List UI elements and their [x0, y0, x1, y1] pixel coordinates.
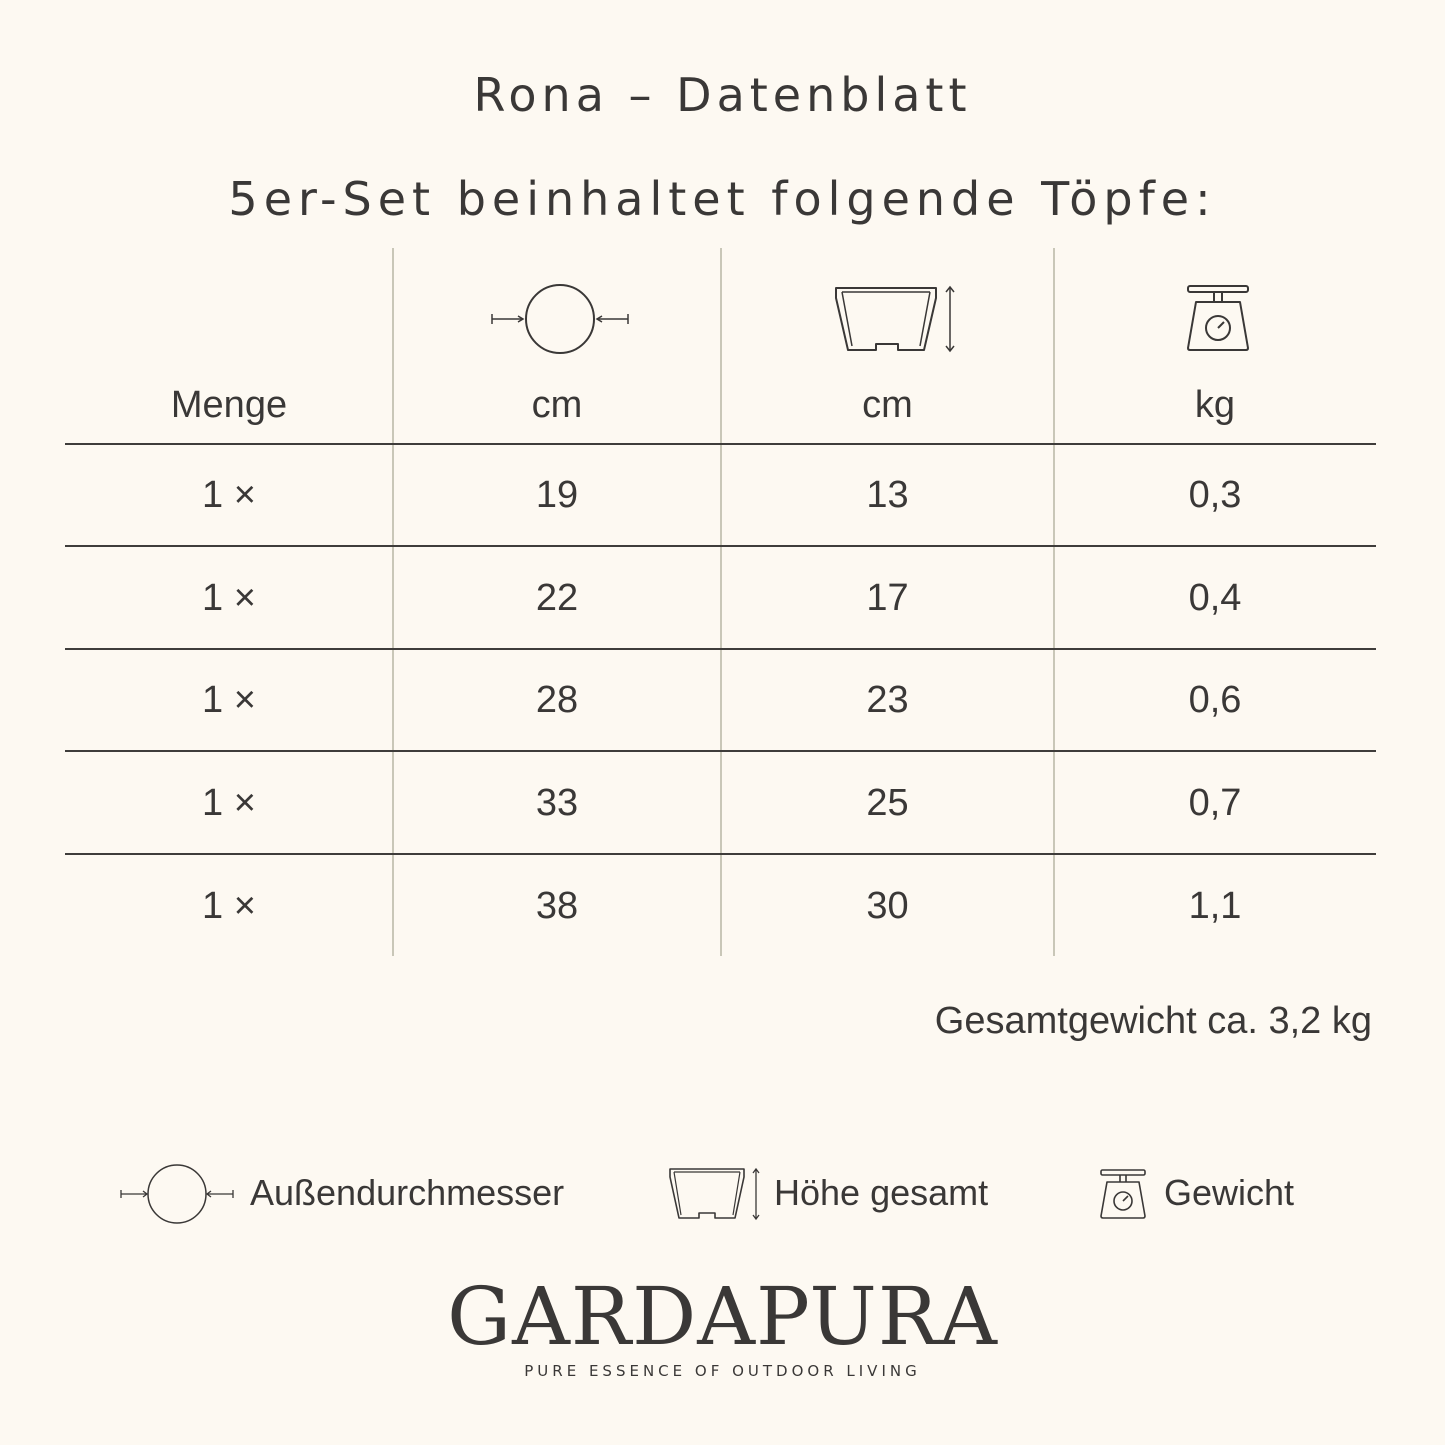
cell-weight: 1,1: [1188, 885, 1242, 927]
brand-logo: GARDAPURA: [447, 1270, 998, 1363]
scale-icon: [1098, 1168, 1148, 1220]
diameter-icon: [118, 1162, 236, 1226]
cell-quantity: 1 ×: [202, 474, 256, 516]
cell-height: 30: [866, 885, 909, 927]
cell-height: 13: [866, 474, 909, 516]
cell-height: 25: [866, 782, 909, 824]
header-height-unit: cm: [862, 384, 913, 426]
cell-diameter: 33: [535, 782, 579, 824]
legend-diameter-label: Außendurchmesser: [250, 1172, 565, 1213]
row-divider: [65, 648, 1376, 650]
legend-height-label: Höhe gesamt: [774, 1172, 989, 1213]
cell-diameter: 19: [535, 474, 579, 516]
cell-diameter: 28: [535, 679, 579, 721]
pot-height-icon: [834, 284, 958, 356]
pot-height-icon: [668, 1166, 762, 1222]
cell-quantity: 1 ×: [202, 679, 256, 721]
row-divider: [65, 443, 1376, 445]
page-title: Rona – Datenblatt: [473, 68, 972, 122]
brand-tagline: PURE ESSENCE OF OUTDOOR LIVING: [524, 1362, 921, 1380]
cell-height: 17: [866, 577, 909, 619]
cell-weight: 0,3: [1188, 474, 1242, 516]
scale-icon: [1184, 284, 1252, 354]
cell-quantity: 1 ×: [202, 885, 256, 927]
cell-weight: 0,6: [1188, 679, 1242, 721]
total-weight: Gesamtgewicht ca. 3,2 kg: [934, 1000, 1372, 1042]
cell-weight: 0,4: [1188, 577, 1242, 619]
row-divider: [65, 853, 1376, 855]
header-quantity: Menge: [170, 384, 288, 426]
cell-weight: 0,7: [1188, 782, 1242, 824]
page-subtitle: 5er-Set beinhaltet folgende Töpfe:: [228, 172, 1217, 226]
row-divider: [65, 545, 1376, 547]
cell-quantity: 1 ×: [202, 782, 256, 824]
header-diameter-unit: cm: [531, 384, 583, 426]
legend-weight-label: Gewicht: [1164, 1172, 1295, 1213]
header-weight-unit: kg: [1194, 384, 1236, 426]
cell-diameter: 38: [535, 885, 579, 927]
row-divider: [65, 750, 1376, 752]
diameter-icon: [490, 282, 630, 356]
cell-quantity: 1 ×: [202, 577, 256, 619]
cell-diameter: 22: [535, 577, 579, 619]
cell-height: 23: [866, 679, 909, 721]
